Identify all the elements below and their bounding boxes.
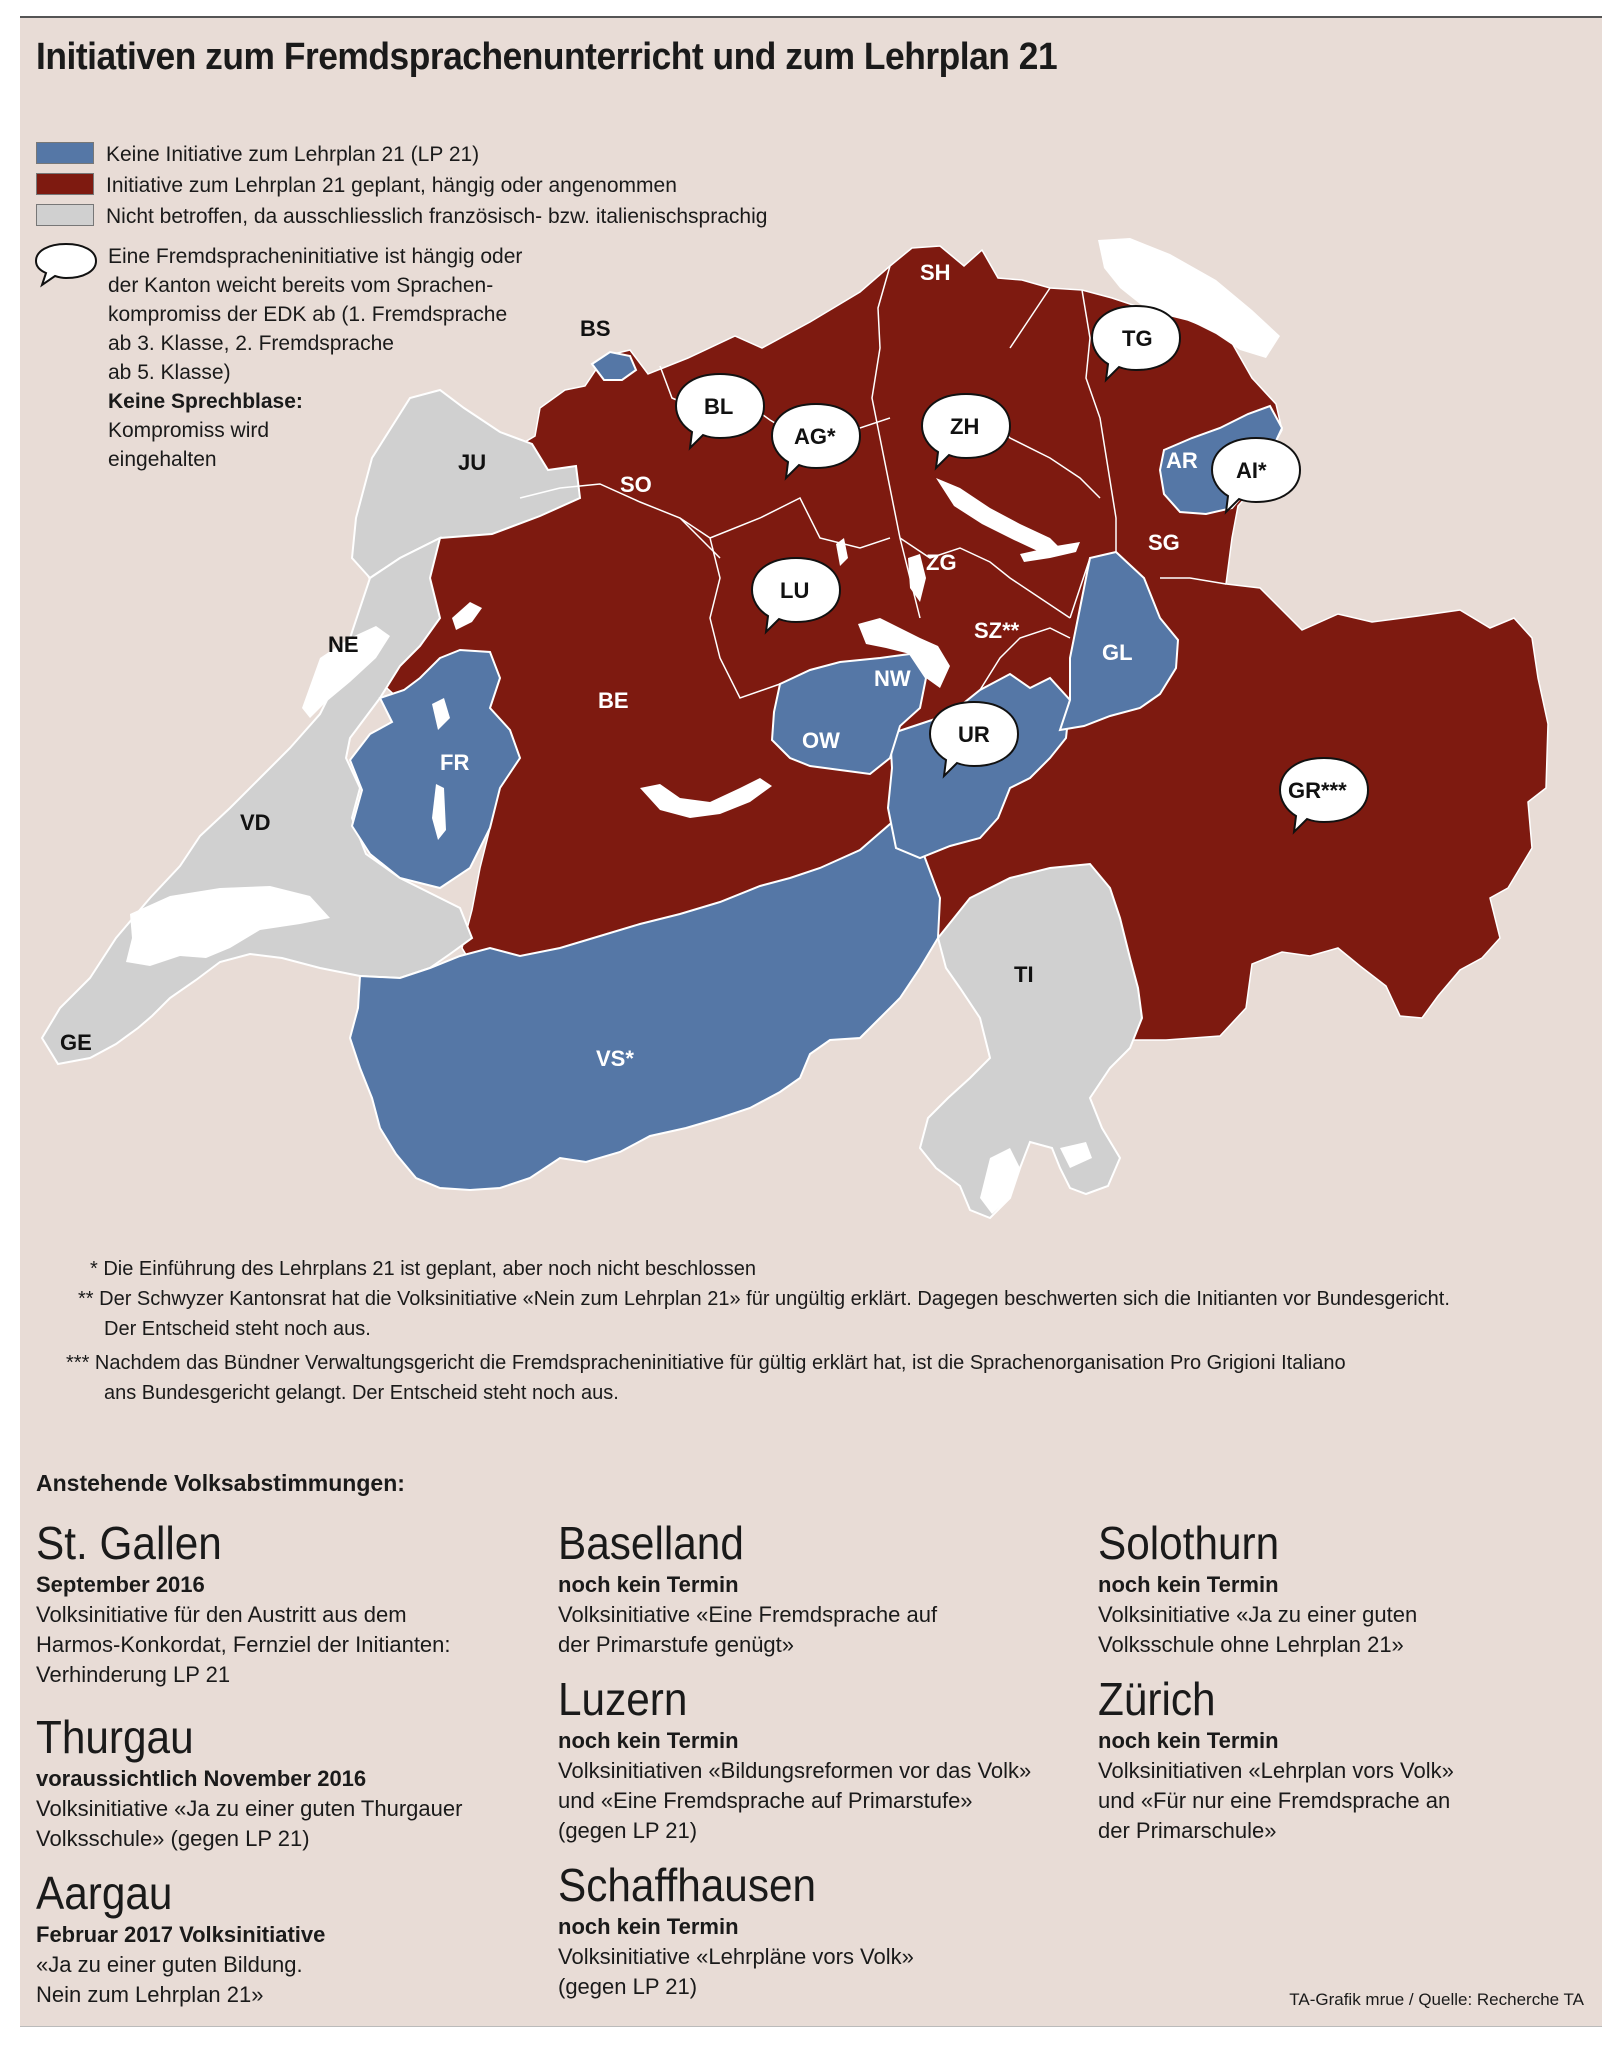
vote-canton: Aargau — [36, 1867, 173, 1919]
vote-date: noch kein Termin — [558, 1914, 739, 1939]
footnote-text: ans Bundesgericht gelangt. Der Entscheid steht noch aus. — [104, 1382, 619, 1404]
canton-label-zg: ZG — [926, 550, 957, 575]
canton-label-vs: VS* — [596, 1046, 634, 1071]
vote-baselland — [558, 1518, 1078, 1660]
vote-desc: Harmos-Konkordat, Fernziel der Initianten: — [36, 1632, 451, 1657]
vote-desc: der Primarschule» — [1098, 1818, 1277, 1843]
vote-desc: Volksinitiative «Lehrpläne vors Volk» — [558, 1944, 914, 1969]
canton-label-sz: SZ** — [974, 618, 1020, 643]
page-title: Initiativen zum Fremdsprachenunterricht und zum Lehrplan 21 — [36, 36, 1058, 78]
vote-desc: Verhinderung LP 21 — [36, 1662, 231, 1687]
canton-label-ag: AG* — [794, 424, 836, 449]
vote-desc: Volksinitiative «Ja zu einer guten Thurgauer — [36, 1796, 463, 1821]
legend-bubble-line: kompromiss der EDK ab (1. Fremdsprache — [108, 303, 508, 326]
footnote-2 — [78, 1284, 1450, 1344]
vote-st-gallen — [36, 1518, 556, 1690]
canton-label-sh: SH — [920, 260, 951, 285]
canton-label-fr: FR — [440, 750, 470, 775]
vote-canton: Thurgau — [36, 1711, 194, 1763]
footnote-3 — [66, 1348, 1346, 1408]
canton-label-bs: BS — [580, 316, 611, 341]
vote-canton: Luzern — [558, 1673, 688, 1725]
vote-canton: Zürich — [1098, 1673, 1216, 1725]
canton-label-ge: GE — [60, 1030, 92, 1055]
vote-date: noch kein Termin — [558, 1572, 739, 1597]
canton-label-be: BE — [598, 688, 629, 713]
vote-desc: und «Eine Fremdsprache auf Primarstufe» — [558, 1788, 973, 1813]
infographic-page — [20, 16, 1602, 2027]
footnote-text: Der Schwyzer Kantonsrat hat die Volksinitiative «Nein zum Lehrplan 21» für ungültig erklärt. Dagegen beschwerten sich die Initianten vor Bundesgericht. — [99, 1288, 1450, 1310]
vote-solothurn — [1098, 1518, 1618, 1660]
legend-bubble-line: Eine Fremdspracheninitiative ist hängig oder — [108, 245, 523, 268]
vote-date: September 2016 — [36, 1572, 205, 1597]
legend-no-bubble-title: Keine Sprechblase: — [108, 390, 303, 413]
legend-label: Keine Initiative zum Lehrplan 21 (LP 21) — [106, 143, 480, 166]
votes-heading: Anstehende Volksabstimmungen: — [36, 1470, 405, 1496]
canton-label-ne: NE — [328, 632, 359, 657]
canton-label-gr: GR*** — [1288, 778, 1347, 803]
vote-desc: «Ja zu einer guten Bildung. — [36, 1952, 303, 1977]
footnote-text: Nachdem das Bündner Verwaltungsgericht die Fremdspracheninitiative für gültig erklärt hat, ist die Sprachenorganisation Pro Grigioni Italiano — [94, 1352, 1346, 1374]
vote-canton: Schaffhausen — [558, 1859, 817, 1911]
vote-aargau — [36, 1868, 556, 2010]
canton-label-tg: TG — [1122, 326, 1153, 351]
vote-date: noch kein Termin — [1098, 1728, 1279, 1753]
canton-label-ju: JU — [458, 450, 487, 475]
footnote-mark: * — [90, 1258, 98, 1280]
legend-label: Nicht betroffen, da ausschliesslich französisch- bzw. italienischsprachig — [106, 205, 768, 228]
vote-canton: St. Gallen — [36, 1517, 222, 1569]
legend-bubble-line: der Kanton weicht bereits vom Sprachen- — [108, 274, 494, 297]
vote-desc: Volksinitiative «Eine Fremdsprache auf — [558, 1602, 938, 1627]
canton-label-nw: NW — [874, 666, 911, 691]
canton-label-sg: SG — [1148, 530, 1180, 555]
vote-desc: (gegen LP 21) — [558, 1974, 698, 1999]
legend-no-bubble-line: Kompromiss wird — [108, 419, 270, 442]
legend-bubble-line: ab 5. Klasse) — [108, 361, 231, 384]
footnote-1 — [90, 1254, 756, 1284]
vote-desc: Volksinitiativen «Lehrplan vors Volk» — [1098, 1758, 1454, 1783]
vote-desc: und «Für nur eine Fremdsprache an — [1098, 1788, 1451, 1813]
canton-label-bl: BL — [704, 394, 734, 419]
canton-label-zh: ZH — [950, 414, 980, 439]
vote-desc: (gegen LP 21) — [558, 1818, 698, 1843]
footnote-mark: ** — [78, 1288, 94, 1310]
legend-label: Initiative zum Lehrplan 21 geplant, hängig oder angenommen — [106, 174, 677, 197]
vote-date: noch kein Termin — [1098, 1572, 1279, 1597]
vote-date: noch kein Termin — [558, 1728, 739, 1753]
vote-thurgau — [36, 1712, 556, 1854]
footnote-text: Der Entscheid steht noch aus. — [104, 1318, 371, 1340]
vote-canton: Solothurn — [1098, 1517, 1280, 1569]
vote-zuerich — [1098, 1674, 1618, 1846]
canton-label-gl: GL — [1102, 640, 1133, 665]
canton-label-so: SO — [620, 472, 652, 497]
vote-desc: Nein zum Lehrplan 21» — [36, 1982, 264, 2007]
footnote-text: Die Einführung des Lehrplans 21 ist geplant, aber noch nicht beschlossen — [103, 1258, 757, 1280]
footnote-mark: *** — [66, 1352, 90, 1374]
canton-label-ow: OW — [802, 728, 840, 753]
vote-desc: Volksschule ohne Lehrplan 21» — [1098, 1632, 1404, 1657]
vote-schaffhausen — [558, 1860, 1078, 2002]
canton-label-ai: AI* — [1236, 458, 1267, 483]
source-credit: TA-Grafik mrue / Quelle: Recherche TA — [1289, 1990, 1584, 2009]
vote-date: voraussichtlich November 2016 — [36, 1766, 367, 1791]
vote-canton: Baselland — [558, 1517, 744, 1569]
canton-label-vd: VD — [240, 810, 271, 835]
canton-label-ur: UR — [958, 722, 990, 747]
switzerland-map — [20, 18, 1602, 1268]
legend-bubble-line: ab 3. Klasse, 2. Fremdsprache — [108, 332, 394, 355]
vote-desc: der Primarstufe genügt» — [558, 1632, 795, 1657]
canton-label-ti: TI — [1014, 962, 1034, 987]
vote-desc: Volksinitiativen «Bildungsreformen vor das Volk» — [558, 1758, 1032, 1783]
vote-date: Februar 2017 Volksinitiative — [36, 1922, 326, 1947]
vote-desc: Volksinitiative für den Austritt aus dem — [36, 1602, 407, 1627]
canton-label-lu: LU — [780, 578, 810, 603]
vote-luzern — [558, 1674, 1078, 1846]
vote-desc: Volksschule» (gegen LP 21) — [36, 1826, 310, 1851]
vote-desc: Volksinitiative «Ja zu einer guten — [1098, 1602, 1418, 1627]
legend-no-bubble-line: eingehalten — [108, 448, 217, 471]
canton-label-ar: AR — [1166, 448, 1198, 473]
